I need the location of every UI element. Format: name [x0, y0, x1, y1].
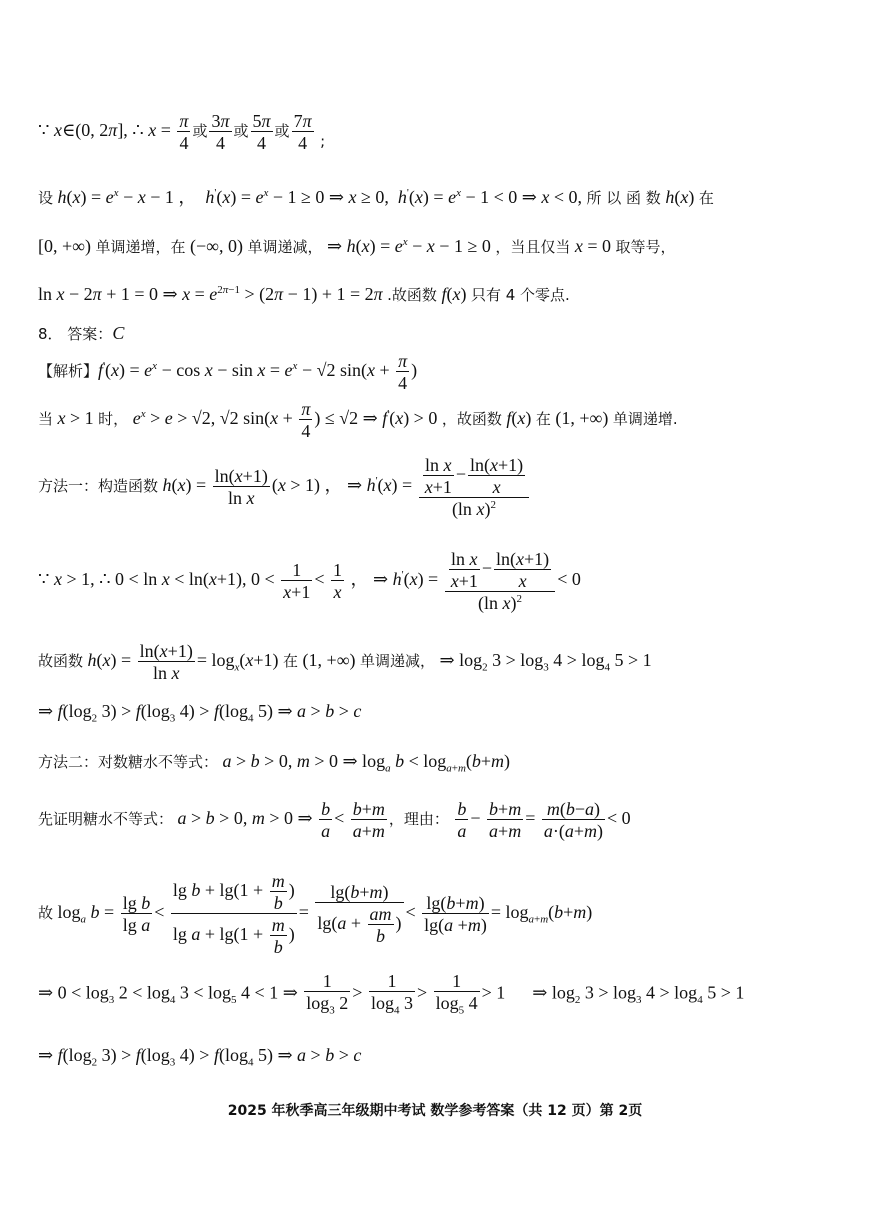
- line-02: 设 $h(x) = e^x - x - 1$ ， $h'(x) = e^x - 1 \ge 0$ ⇒ x ≥ 0, $h'(x) = e^x - 1 < 0$ ⇒ x < 0, 所 以 函 数 h(x) 在: [38, 187, 714, 207]
- line-08: 方法一：构造函数 h(x) = $\frac{\ln(x+1)}{\text{ln x}}$ (x > 1) ， ⇒ h'(x) = $\frac{\text{ln x}}{x+1}$ − $\frac{\ln(x+1)}{x}$ (ln x)$^2$: [38, 456, 840, 518]
- line-01: ∵ x∈(0, 2π], ∴ x = $\frac{\pi}{4}$ 或 $\frac{3\pi}{4}$ 或 $\frac{5\pi}{4}$ 或 $\frac{7\pi}{4}$ $_;$: [38, 111, 326, 153]
- line-09: ∵ x > 1, ∴ 0 < ln x < ln(x+1), 0 < $\frac{1}{x+1}$ < $\frac{1}{x}$ ， ⇒ h'(x) = $\frac{\text{ln x}}{x+1}$ − $\frac{\ln(x+1)}{x}$ (ln x)$^2$ < 0: [38, 549, 581, 613]
- line-12: 方法二：对数糖水不等式： a > b > 0, m > 0 ⇒ $\log_a b < \log_{a+m}(b+m)$: [38, 751, 511, 775]
- line-10: 故函数 h(x) = $\frac{\ln(x+1)}{\text{ln x}}$ = $\log_x(x+1)$ 在 (1, +∞) 单调递减， ⇒ $\log_2 3 > \log_3 4 > \log_4 5 > 1$: [38, 641, 652, 683]
- line-07: 当 x > 1 时， $e^x > e > √2$, √2 sin(x + $\frac{\pi}{4}$ ) ≤ √2 ⇒ f'(x) > 0 ，故函数 f(x) 在 (1, +∞) 单调递增.: [38, 399, 678, 441]
- line-11: ⇒ $f(\log_2$ $3) > f(\log_3$ $4) > f(\log_4$ 5) ⇒ a > b > c: [38, 701, 362, 725]
- line-14: 故 $\log_a b$ = $\frac{\text{lg b}}{\text{lg a}}$ < lg b + lg(1 + $\frac{m}{b}$ ) lg a + lg(1 + $\frac{m}{b}$ ) = lg(b+m) lg(a + $\frac{am}{b}$ ) < $\frac{\lg(b+m)}{\lg(a +m)}$ = $\log_{a+m}(b+m)$: [38, 871, 593, 957]
- page-footer: 2025 年秋季高三年级期中考试 数学参考答案（共 12 页）第 2页: [227, 1103, 643, 1119]
- line-16: ⇒ $f(\log_2$ $3) > f(\log_3$ $4) > f(\log_4$ 5) ⇒ a > b > c: [38, 1045, 362, 1069]
- line-04: ln x − 2π + 1 = 0 ⇒ $x = e^{2\pi-1} > (2\pi - 1) + 1 = 2\pi$ .故函数 f(x) 只有 4 个零点.: [38, 284, 570, 304]
- line-15: ⇒ $0 < \log_3 2 < \log_4 3 < \log_5 4 < 1$ ⇒ $\frac{1}{\log_3 2}$ > $\frac{1}{\log_4 3}$ > $\frac{1}{\log_5 4}$ > 1 ⇒ $\log_2 3 > \log_3 4 > \log_4 5 > 1$: [38, 971, 745, 1017]
- line-03: [0, +∞) 单调递增，在 (−∞, 0) 单调递减， ⇒ $h(x) = e^x - x - 1 \ge 0$ ，当且仅当 x = 0 取等号，: [38, 236, 676, 256]
- line-06: 【解析】$f'(x) = e^x - \cos x - \sin x = e^x - √2$ sin(x + $\frac{\pi}{4}$ ): [38, 351, 418, 393]
- line-05: 8． 答案：C: [38, 323, 125, 343]
- line-13: 先证明糖水不等式： a > b > 0, m > 0 ⇒ $\frac{b}{a}$ < $\frac{b+m}{a+m}$ ，理由： $\frac{b}{a}$ − $\frac{b+m}{a+m}$ = $\frac{m(b-a)}{a\cdot(a+m)}$ < 0: [38, 799, 631, 841]
